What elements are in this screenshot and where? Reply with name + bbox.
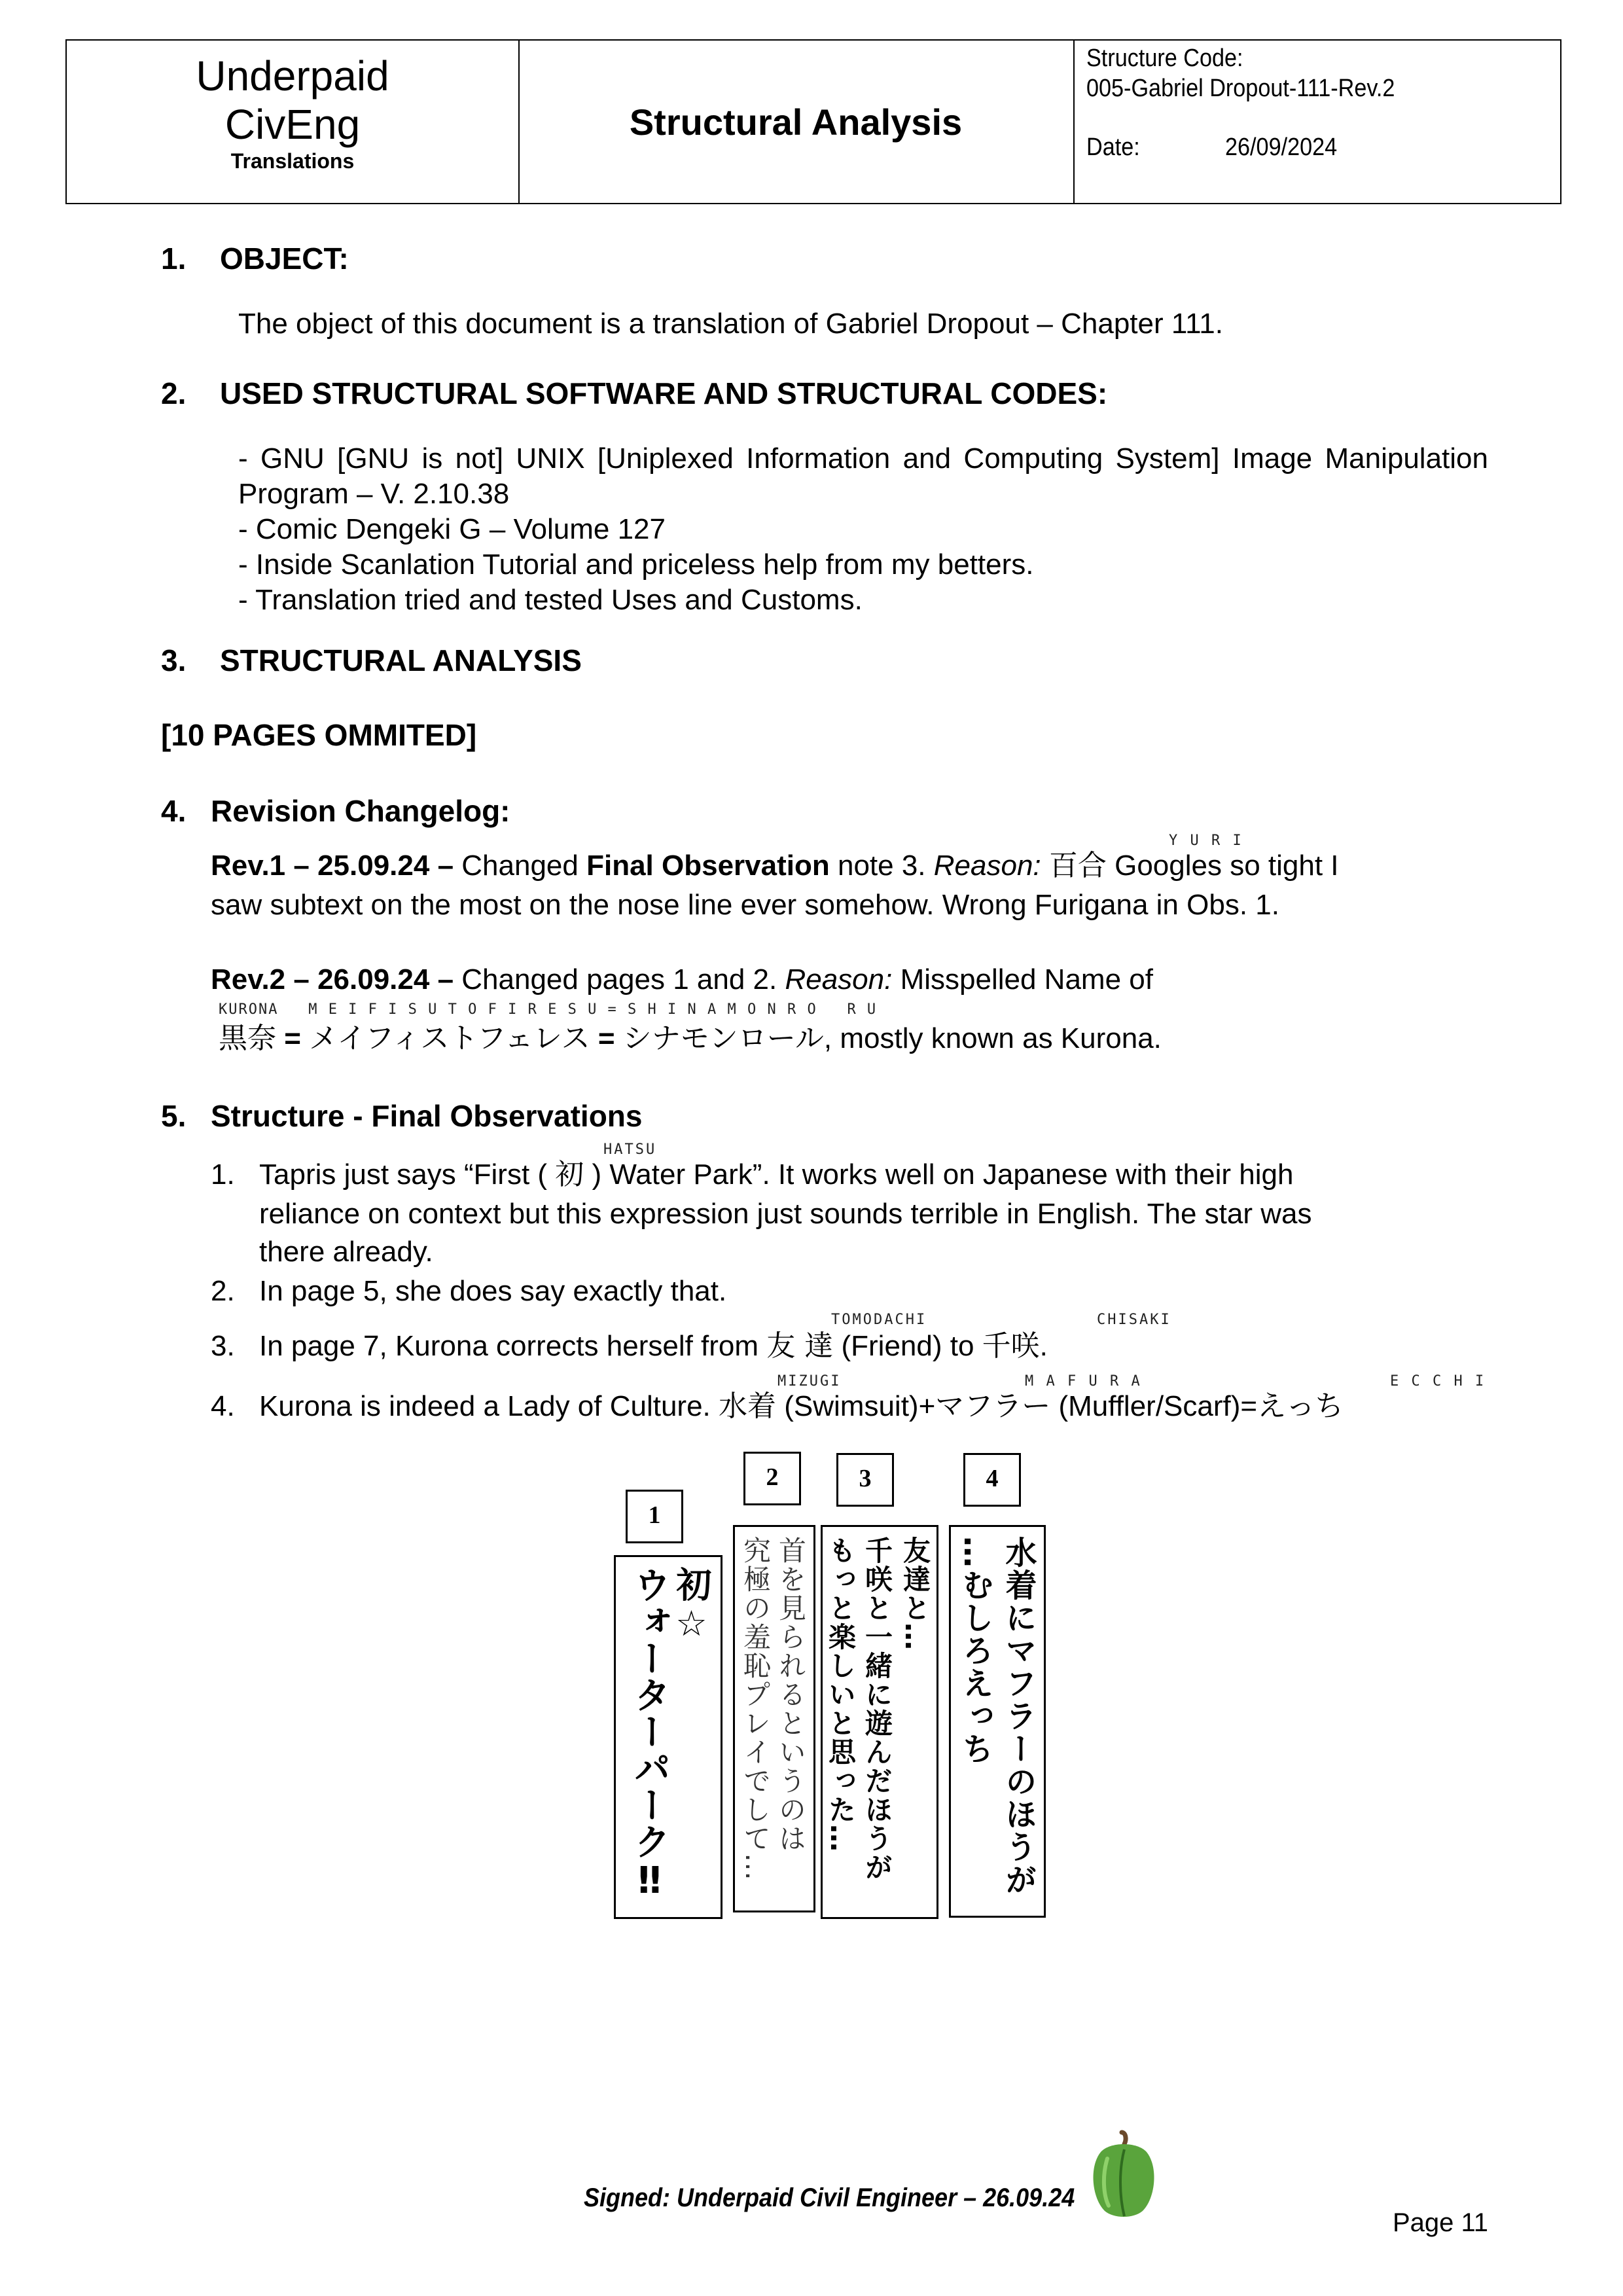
list-item: - GNU [GNU is not] UNIX [Uniplexed Information and Computing System] Image Manipulation (238, 442, 1488, 475)
object-text: The object of this document is a translation of Gabriel Dropout – Chapter 111. (238, 308, 1223, 340)
section-2-heading (161, 376, 1107, 411)
katakana: シナモンロール (622, 1022, 824, 1055)
furigana-mizugi: MIZUGI (777, 1373, 842, 1390)
panel-tag-2: 2 (743, 1452, 801, 1505)
panel-2-text-1: 首を見られるというのは (775, 1536, 807, 1853)
furigana-names: KURONA M E I F I S U T O F I R E S U = S H I N A M O N R O R U (219, 1001, 878, 1018)
document-title: Structural Analysis (629, 101, 963, 143)
text: . (1039, 1330, 1048, 1362)
panel-4-text-2: …むしろえっち (957, 1536, 993, 1765)
list-item: - Inside Scanlation Tutorial and priceless help from my betters. (238, 548, 1034, 581)
section-title: Structure - Final Observations (211, 1099, 643, 1133)
text: Googles so tight I (1106, 850, 1339, 882)
furigana-tomodachi: TOMODACHI (831, 1312, 927, 1328)
text: (Swimsuit)+ (776, 1390, 936, 1422)
software-list (238, 441, 1488, 618)
brand-line-1: Underpaid (196, 52, 389, 99)
furigana-yuri: Y U R I (1169, 833, 1243, 849)
brand-line-2: CivEng (224, 101, 361, 148)
rev2-line-1 (211, 962, 1153, 997)
text: = (276, 1022, 310, 1054)
rev2-line-2 (219, 1021, 1162, 1056)
kanji: 千咲 (982, 1329, 1040, 1363)
panel-4-text-1: 水着にマフラーのほうが (1000, 1536, 1037, 1896)
text: Misspelled Name of (892, 963, 1153, 996)
kanji: 黒奈 (219, 1022, 276, 1055)
obs1-line-3: there already. (259, 1236, 433, 1268)
text: ) Water Park”. It works well on Japanese with their high (592, 1158, 1294, 1191)
text: note 3. (829, 850, 934, 882)
text: In page 7, Kurona corrects herself from (259, 1330, 767, 1362)
text-bold: Final Observation (586, 850, 830, 882)
panel-2-text-2: 究極の羞恥プレイでして… (740, 1536, 772, 1882)
section-title: USED STRUCTURAL SOFTWARE AND STRUCTURAL CODES: (220, 376, 1108, 410)
text: (Friend) to (833, 1330, 982, 1362)
obs4-text (259, 1389, 1344, 1424)
brand-cell (67, 41, 520, 203)
furigana-mafura: M A F U R A (1025, 1373, 1142, 1390)
omitted-pages-note: [10 PAGES OMMITED] (161, 718, 477, 752)
obs2-number: 2. (211, 1275, 235, 1307)
date-value: 26/09/2024 (1225, 134, 1338, 161)
text: (Muffler/Scarf)= (1050, 1390, 1258, 1422)
section-number: 3. (161, 643, 187, 677)
header-table (65, 39, 1561, 204)
obs3-text (259, 1329, 1048, 1364)
date-label: Date: (1086, 134, 1140, 161)
manga-panel-2 (733, 1525, 815, 1912)
panel-3-text-2: 千咲と一緒に遊んだほうが (861, 1536, 893, 1882)
manga-panel-1 (614, 1555, 722, 1919)
kanji: 初 (555, 1158, 584, 1191)
rev1-line-1 (211, 848, 1339, 884)
section-title: Revision Changelog: (211, 794, 510, 828)
panel-tag-3: 3 (836, 1453, 894, 1507)
section-5-heading (161, 1098, 642, 1134)
section-number: 4. (161, 794, 187, 828)
panel-3-text-3: もっと楽しいと思った… (825, 1536, 857, 1853)
panel-tag-1: 1 (626, 1490, 683, 1543)
reason-label: Reason: (933, 850, 1041, 882)
list-item: - Comic Dengeki G – Volume 127 (238, 513, 666, 545)
section-number: 2. (161, 376, 187, 410)
structure-code-label: Structure Code: (1086, 45, 1243, 72)
kanji: 友 達 (766, 1329, 834, 1363)
kanji: 百合 (1048, 849, 1107, 882)
panel-tag-4: 4 (963, 1453, 1021, 1507)
structure-code: 005-Gabriel Dropout-111-Rev.2 (1086, 75, 1395, 102)
text: = (590, 1022, 623, 1054)
obs1-number: 1. (211, 1158, 235, 1191)
text: Kurona is indeed a Lady of Culture. (259, 1390, 719, 1422)
text: Tapris just says “First ( (259, 1158, 548, 1191)
obs1-line-2: reliance on context but this expression just sounds terrible in English. The star was (259, 1198, 1312, 1230)
list-item: - Translation tried and tested Uses and Customs. (238, 584, 863, 616)
section-4-heading (161, 793, 510, 829)
manga-panel-4 (949, 1525, 1046, 1918)
brand-line-3: Translations (230, 149, 355, 173)
section-number: 5. (161, 1099, 187, 1133)
list-item: Program – V. 2.10.38 (238, 478, 510, 510)
page-number: Page 11 (1393, 2208, 1489, 2237)
kanji: 水着 (719, 1390, 777, 1423)
section-title: STRUCTURAL ANALYSIS (220, 643, 582, 677)
manga-panel-3 (821, 1525, 938, 1919)
obs2-text: In page 5, she does say exactly that. (259, 1275, 727, 1307)
reason-label: Reason: (785, 963, 893, 996)
hiragana: えっち (1257, 1390, 1344, 1423)
text: , mostly known as Kurona. (823, 1022, 1162, 1054)
meta-cell (1073, 41, 1560, 203)
furigana-hatsu: HATSU (603, 1141, 657, 1158)
furigana-ecchi: E C C H I (1390, 1373, 1486, 1390)
katakana: メイフィストフェレス (309, 1022, 590, 1055)
pepper-icon (1088, 2130, 1160, 2219)
text: Changed pages 1 and 2. (454, 963, 785, 996)
obs1-line-1 (259, 1157, 1489, 1193)
panel-1-text-2: ウォーターパーク‼ (628, 1566, 671, 1902)
rev1-label: Rev.1 – 25.09.24 – (211, 850, 454, 882)
section-number: 1. (161, 242, 187, 276)
section-1-heading (161, 241, 349, 276)
obs3-number: 3. (211, 1330, 235, 1362)
rev1-line-2: saw subtext on the most on the nose line ever somehow. Wrong Furigana in Obs. 1. (211, 889, 1279, 921)
panel-3-text-1: 友達と… (899, 1536, 931, 1651)
section-3-heading (161, 643, 582, 678)
signature-line: Signed: Underpaid Civil Engineer – 26.09.24 (584, 2183, 1075, 2212)
katakana: マフラー (935, 1390, 1051, 1423)
furigana-chisaki: CHISAKI (1097, 1312, 1171, 1328)
rev2-label: Rev.2 – 26.09.24 – (211, 963, 454, 996)
obs4-number: 4. (211, 1390, 235, 1422)
title-cell (518, 41, 1075, 203)
section-title: OBJECT: (220, 242, 349, 276)
panel-1-text-1: 初☆ (671, 1566, 712, 1645)
text: Changed (454, 850, 587, 882)
